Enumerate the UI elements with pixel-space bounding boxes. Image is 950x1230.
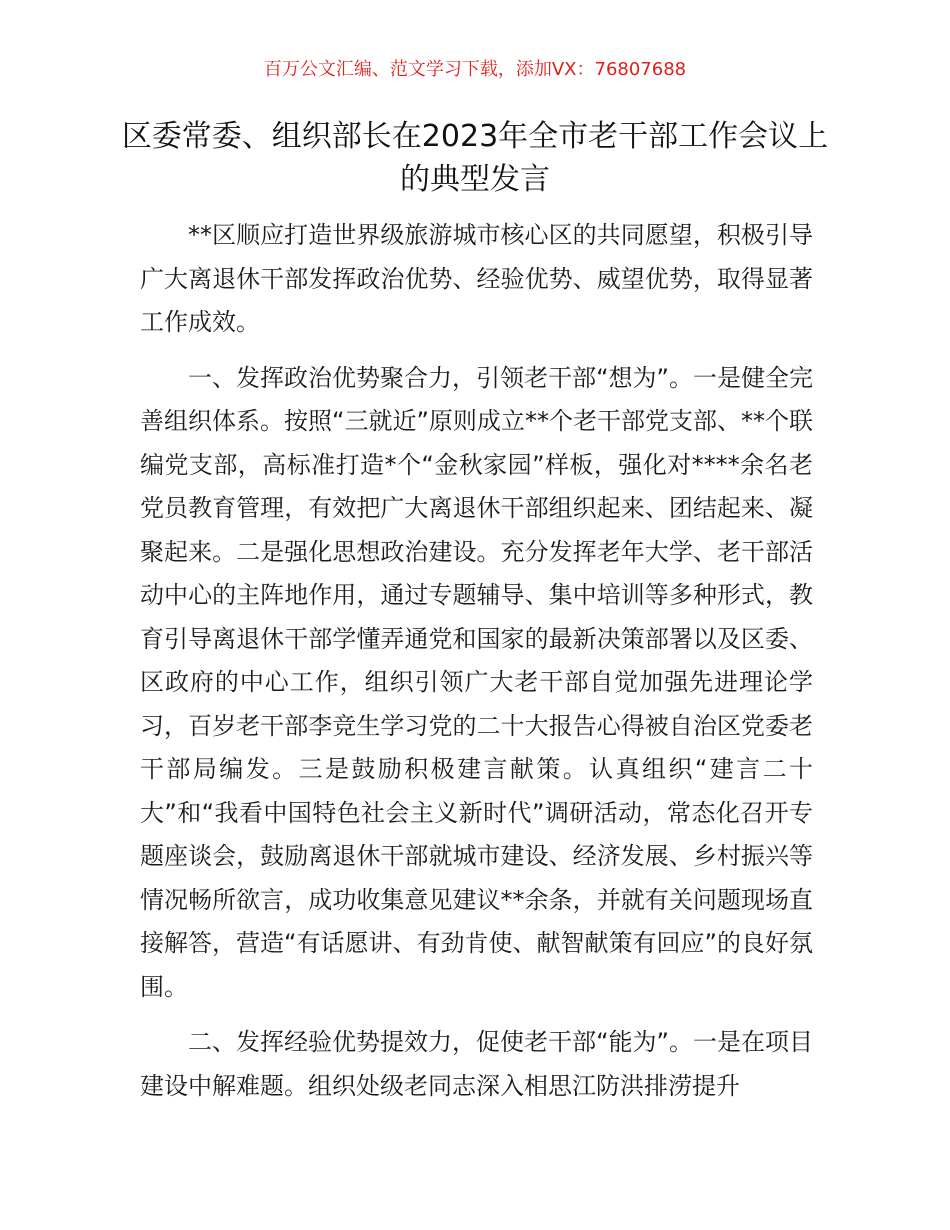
document-title: 区委常委、组织部长在2023年全市老干部工作会议上的典型发言 (121, 119, 829, 197)
paragraph-intro: **区顺应打造世界级旅游城市核心区的共同愿望，积极引导广大离退休干部发挥政治优势、经验优势、威望优势，取得显著工作成效。 (140, 221, 813, 336)
paragraph-section-2: 二、发挥经验优势提效力，促使老干部“能为”。一是在项目建设中解难题。组织处级老同志深入相思江防洪排涝提升 (140, 1028, 813, 1100)
paragraph-section-1: 一、发挥政治优势聚合力，引领老干部“想为”。一是健全完善组织体系。按照“三就近”原则成立**个老干部党支部、**个联编党支部，高标准打造*个“金秋家园”样板，强化对****余名老党员教育管理，有效把广大离退休干部组织起来、团结起来、凝聚起来。二是强化思想政治建设。充分发挥老年大学、老干部活动中心的主阵地作用，通过专题辅导、集中培训等多种形式，教育引导离退休干部学懂弄通党和国家的最新决策部署以及区委、区政府的中心工作，组织引领广大老干部自觉加强先进理论学习，百岁老干部李竞生学习党的二十大报告心得被自治区党委老干部局编发。三是鼓励积极建言献策。认真组织“建言二十大”和“我看中国特色社会主义新时代”调研活动，常态化召开专题座谈会，鼓励离退休干部就城市建设、经济发展、乡村振兴等情况畅所欲言，成功收集意见建议**余条，并就有关问题现场直接解答，营造“有话愿讲、有劲肯使、献智献策有回应”的良好氛围。 (140, 363, 813, 1001)
promo-header: 百万公文汇编、范文学习下载，添加VX：76807688 (263, 59, 687, 80)
document-body (140, 214, 813, 1120)
